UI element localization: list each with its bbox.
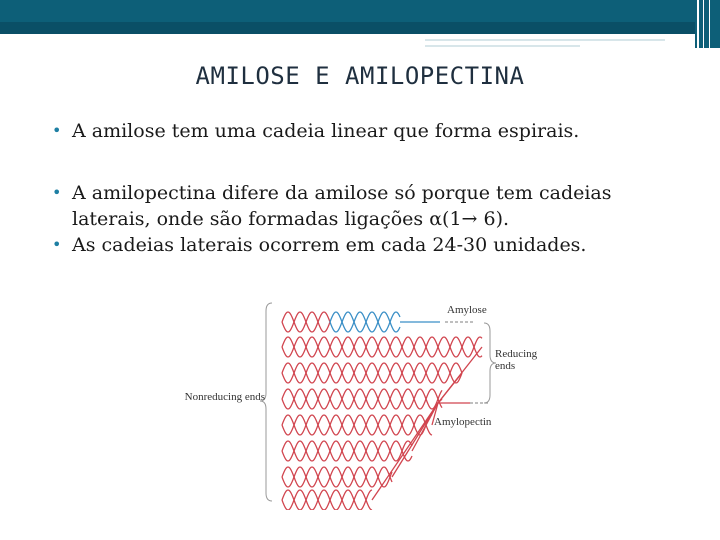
decor-line	[425, 45, 580, 47]
amylose-chain	[330, 312, 400, 332]
slide-title: AMILOSE E AMILOPECTINA	[195, 62, 525, 90]
amylose-chain	[282, 312, 330, 332]
nonreducing-ends-label: Nonreducing ends	[184, 391, 265, 403]
header-band	[0, 22, 720, 34]
bullet-list	[52, 118, 692, 258]
decor-line	[425, 39, 665, 41]
amylopectin-chain	[282, 337, 482, 357]
header-bar	[0, 0, 720, 22]
bullet-item	[52, 118, 692, 144]
amylose-amylopectin-figure	[170, 295, 570, 510]
amylopectin-branch	[438, 373, 462, 403]
bullet-icon: •	[52, 183, 62, 202]
bullet-icon: •	[52, 121, 62, 140]
reducing-ends-label: Reducing ends	[495, 348, 538, 372]
bullet-text: A amilopectina difere da amilose só porque tem cadeias laterais, onde são formadas ligações α(1→ 6).	[72, 182, 612, 230]
amylopectin-chain	[282, 337, 482, 357]
bullet-text: A amilose tem uma cadeia linear que forma espirais.	[72, 120, 580, 142]
amylose-label: Amylose	[447, 304, 487, 316]
amylopectin-chain	[282, 389, 442, 409]
bullet-item	[52, 232, 692, 258]
bullet-item	[52, 180, 692, 232]
bullet-icon: •	[52, 235, 62, 254]
header-stripes	[695, 0, 720, 48]
bullet-text: As cadeias laterais ocorrem em cada 24-30 unidades.	[72, 234, 587, 256]
amylopectin-label: Amylopectin	[434, 416, 492, 428]
